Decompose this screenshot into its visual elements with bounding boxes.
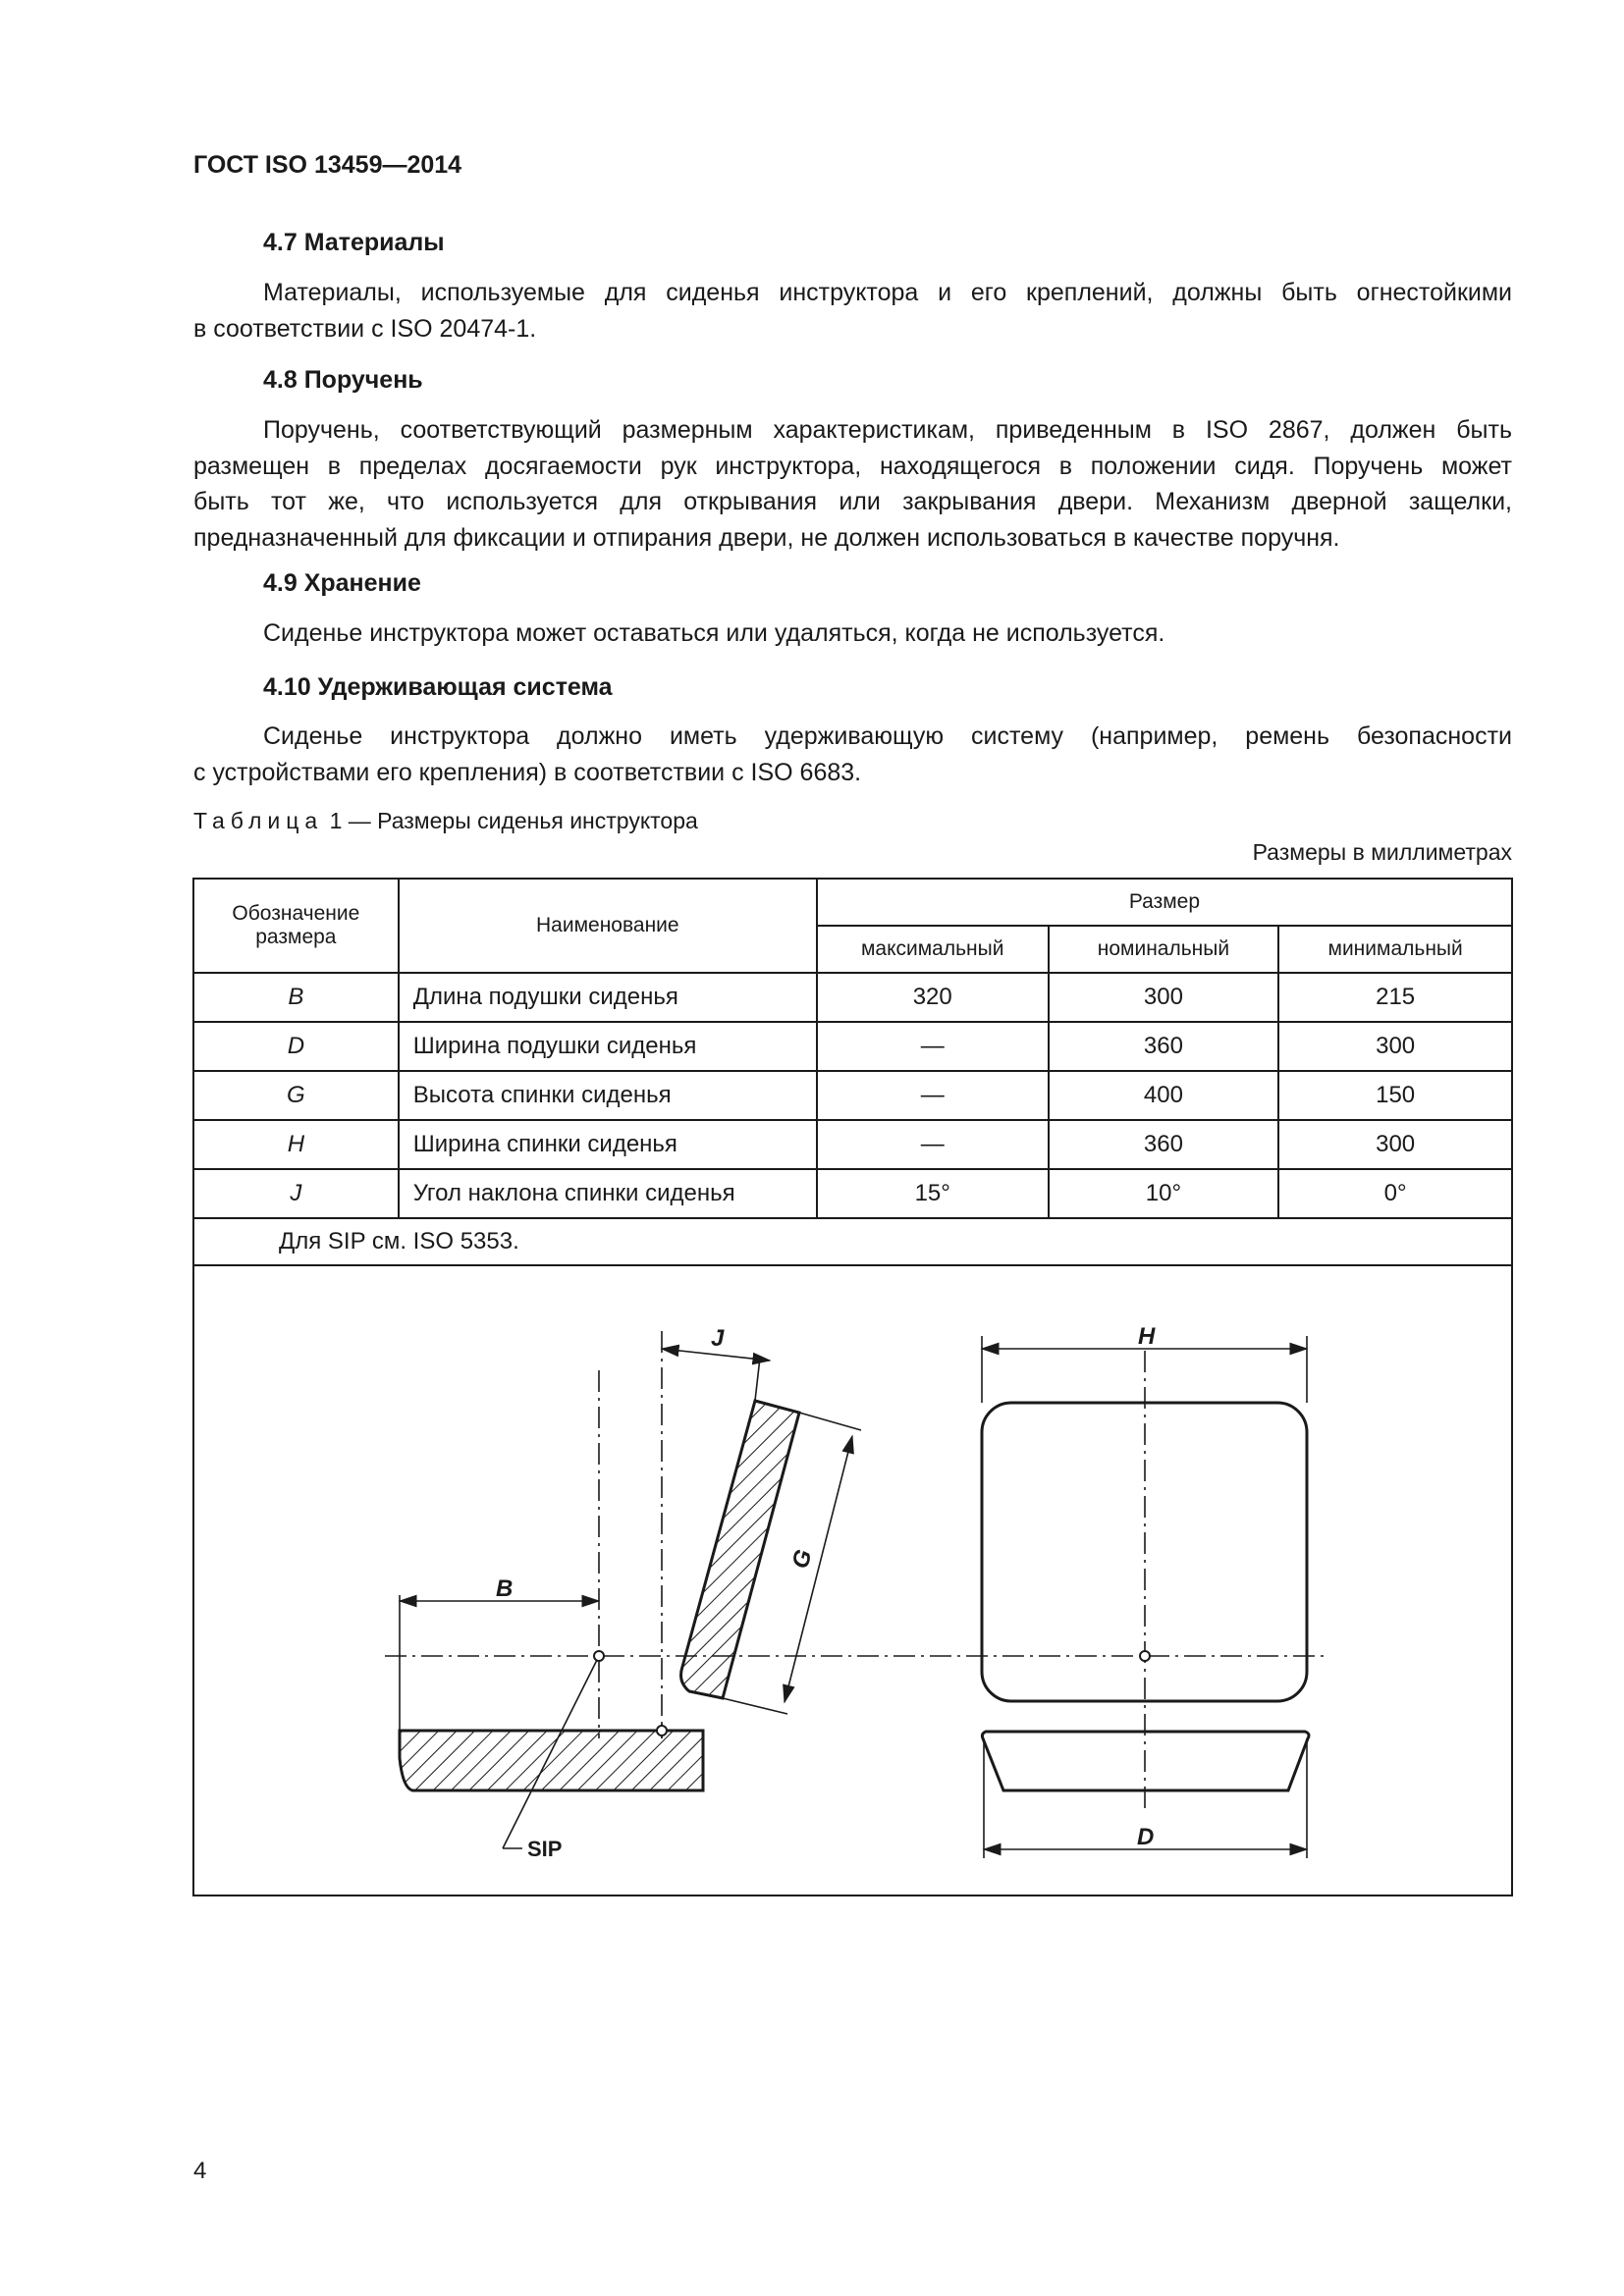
table-note: Для SIP см. ISO 5353. xyxy=(193,1218,1512,1265)
cell-name: Ширина спинки сиденья xyxy=(399,1120,817,1169)
label-j: J xyxy=(711,1325,725,1352)
text-line: с устройствами его крепления) в соответствии с ISO 6683. xyxy=(193,758,862,786)
cell-sym: H xyxy=(193,1120,399,1169)
section-heading-4-8: 4.8 Поручень xyxy=(263,366,423,394)
text-line: Сиденье инструктора должно иметь удерживающую систему (например, ремень безопасности xyxy=(263,722,1512,750)
header-designation: Обозначение размера xyxy=(193,879,399,973)
seat-dimensions-figure xyxy=(194,1266,1511,1895)
table-row xyxy=(193,1071,1512,1120)
cell-min: 215 xyxy=(1278,973,1512,1022)
text-line: Сиденье инструктора может оставаться или удаляться, когда не используется. xyxy=(263,619,1165,647)
cell-max: — xyxy=(817,1120,1049,1169)
cell-min: 300 xyxy=(1278,1120,1512,1169)
seat-figure-cell xyxy=(193,1265,1512,1896)
table-row xyxy=(193,1120,1512,1169)
backrest-center-point xyxy=(1140,1651,1150,1661)
table-row xyxy=(193,1169,1512,1218)
text-line: размещен в пределах досягаемости рук инструктора, находящегося в положении сидя. Поручень может xyxy=(193,452,1512,480)
cell-max: — xyxy=(817,1022,1049,1071)
header-name: Наименование xyxy=(399,879,817,973)
cell-nom: 360 xyxy=(1049,1120,1279,1169)
section-heading-4-10: 4.10 Удерживающая система xyxy=(263,673,613,701)
cell-min: 150 xyxy=(1278,1071,1512,1120)
text-line: в соответствии с ISO 20474-1. xyxy=(193,314,537,343)
backrest-section xyxy=(681,1401,799,1698)
text-line: Поручень, соответствующий размерным характеристикам, приведенным в ISO 2867, должен быть xyxy=(263,416,1512,444)
section-text-4-8 xyxy=(193,412,1512,556)
cell-min: 0° xyxy=(1278,1169,1512,1218)
cell-nom: 300 xyxy=(1049,973,1279,1022)
cell-name: Высота спинки сиденья xyxy=(399,1071,817,1120)
cell-max: 15° xyxy=(817,1169,1049,1218)
table-row xyxy=(193,973,1512,1022)
table-caption-title: 1 — Размеры сиденья инструктора xyxy=(329,808,698,833)
cell-min: 300 xyxy=(1278,1022,1512,1071)
cell-name: Угол наклона спинки сиденья xyxy=(399,1169,817,1218)
cell-name: Длина подушки сиденья xyxy=(399,973,817,1022)
section-heading-4-9: 4.9 Хранение xyxy=(263,569,421,597)
section-text-4-9 xyxy=(193,615,1512,652)
backrest-pivot-point xyxy=(657,1726,667,1735)
table-caption xyxy=(193,808,698,834)
cell-sym: J xyxy=(193,1169,399,1218)
header-size: Размер xyxy=(817,879,1512,926)
label-h: H xyxy=(1138,1323,1156,1350)
table-row xyxy=(193,1022,1512,1071)
dimensions-table xyxy=(192,878,1513,1896)
table-caption-label: Таблица xyxy=(193,808,324,833)
header-min: минимальный xyxy=(1278,926,1512,973)
label-sip: SIP xyxy=(527,1837,563,1861)
text-line: быть тот же, что используется для открывания или закрывания двери. Механизм дверной защелки, xyxy=(193,488,1512,515)
document-code: ГОСТ ISO 13459—2014 xyxy=(193,151,462,179)
cell-name: Ширина подушки сиденья xyxy=(399,1022,817,1071)
header-max: максимальный xyxy=(817,926,1049,973)
label-d: D xyxy=(1137,1824,1155,1850)
page-number: 4 xyxy=(193,2158,207,2184)
sip-point xyxy=(594,1651,604,1661)
cell-nom: 400 xyxy=(1049,1071,1279,1120)
label-b: B xyxy=(496,1575,514,1602)
table-units: Размеры в миллиметрах xyxy=(1252,839,1512,865)
cell-nom: 10° xyxy=(1049,1169,1279,1218)
label-g: G xyxy=(786,1546,818,1572)
cell-nom: 360 xyxy=(1049,1022,1279,1071)
header-nom: номинальный xyxy=(1049,926,1279,973)
section-text-4-10 xyxy=(193,719,1512,790)
cell-sym: B xyxy=(193,973,399,1022)
text-line: Материалы, используемые для сиденья инструктора и его креплений, должны быть огнестойкими xyxy=(263,279,1512,306)
cell-max: — xyxy=(817,1071,1049,1120)
cell-sym: D xyxy=(193,1022,399,1071)
cell-sym: G xyxy=(193,1071,399,1120)
seat-cushion-section xyxy=(400,1731,703,1790)
cell-max: 320 xyxy=(817,973,1049,1022)
text-line: предназначенный для фиксации и отпирания двери, не должен использоваться в качестве поручня. xyxy=(193,523,1340,552)
section-heading-4-7: 4.7 Материалы xyxy=(263,229,445,256)
section-text-4-7 xyxy=(193,275,1512,347)
